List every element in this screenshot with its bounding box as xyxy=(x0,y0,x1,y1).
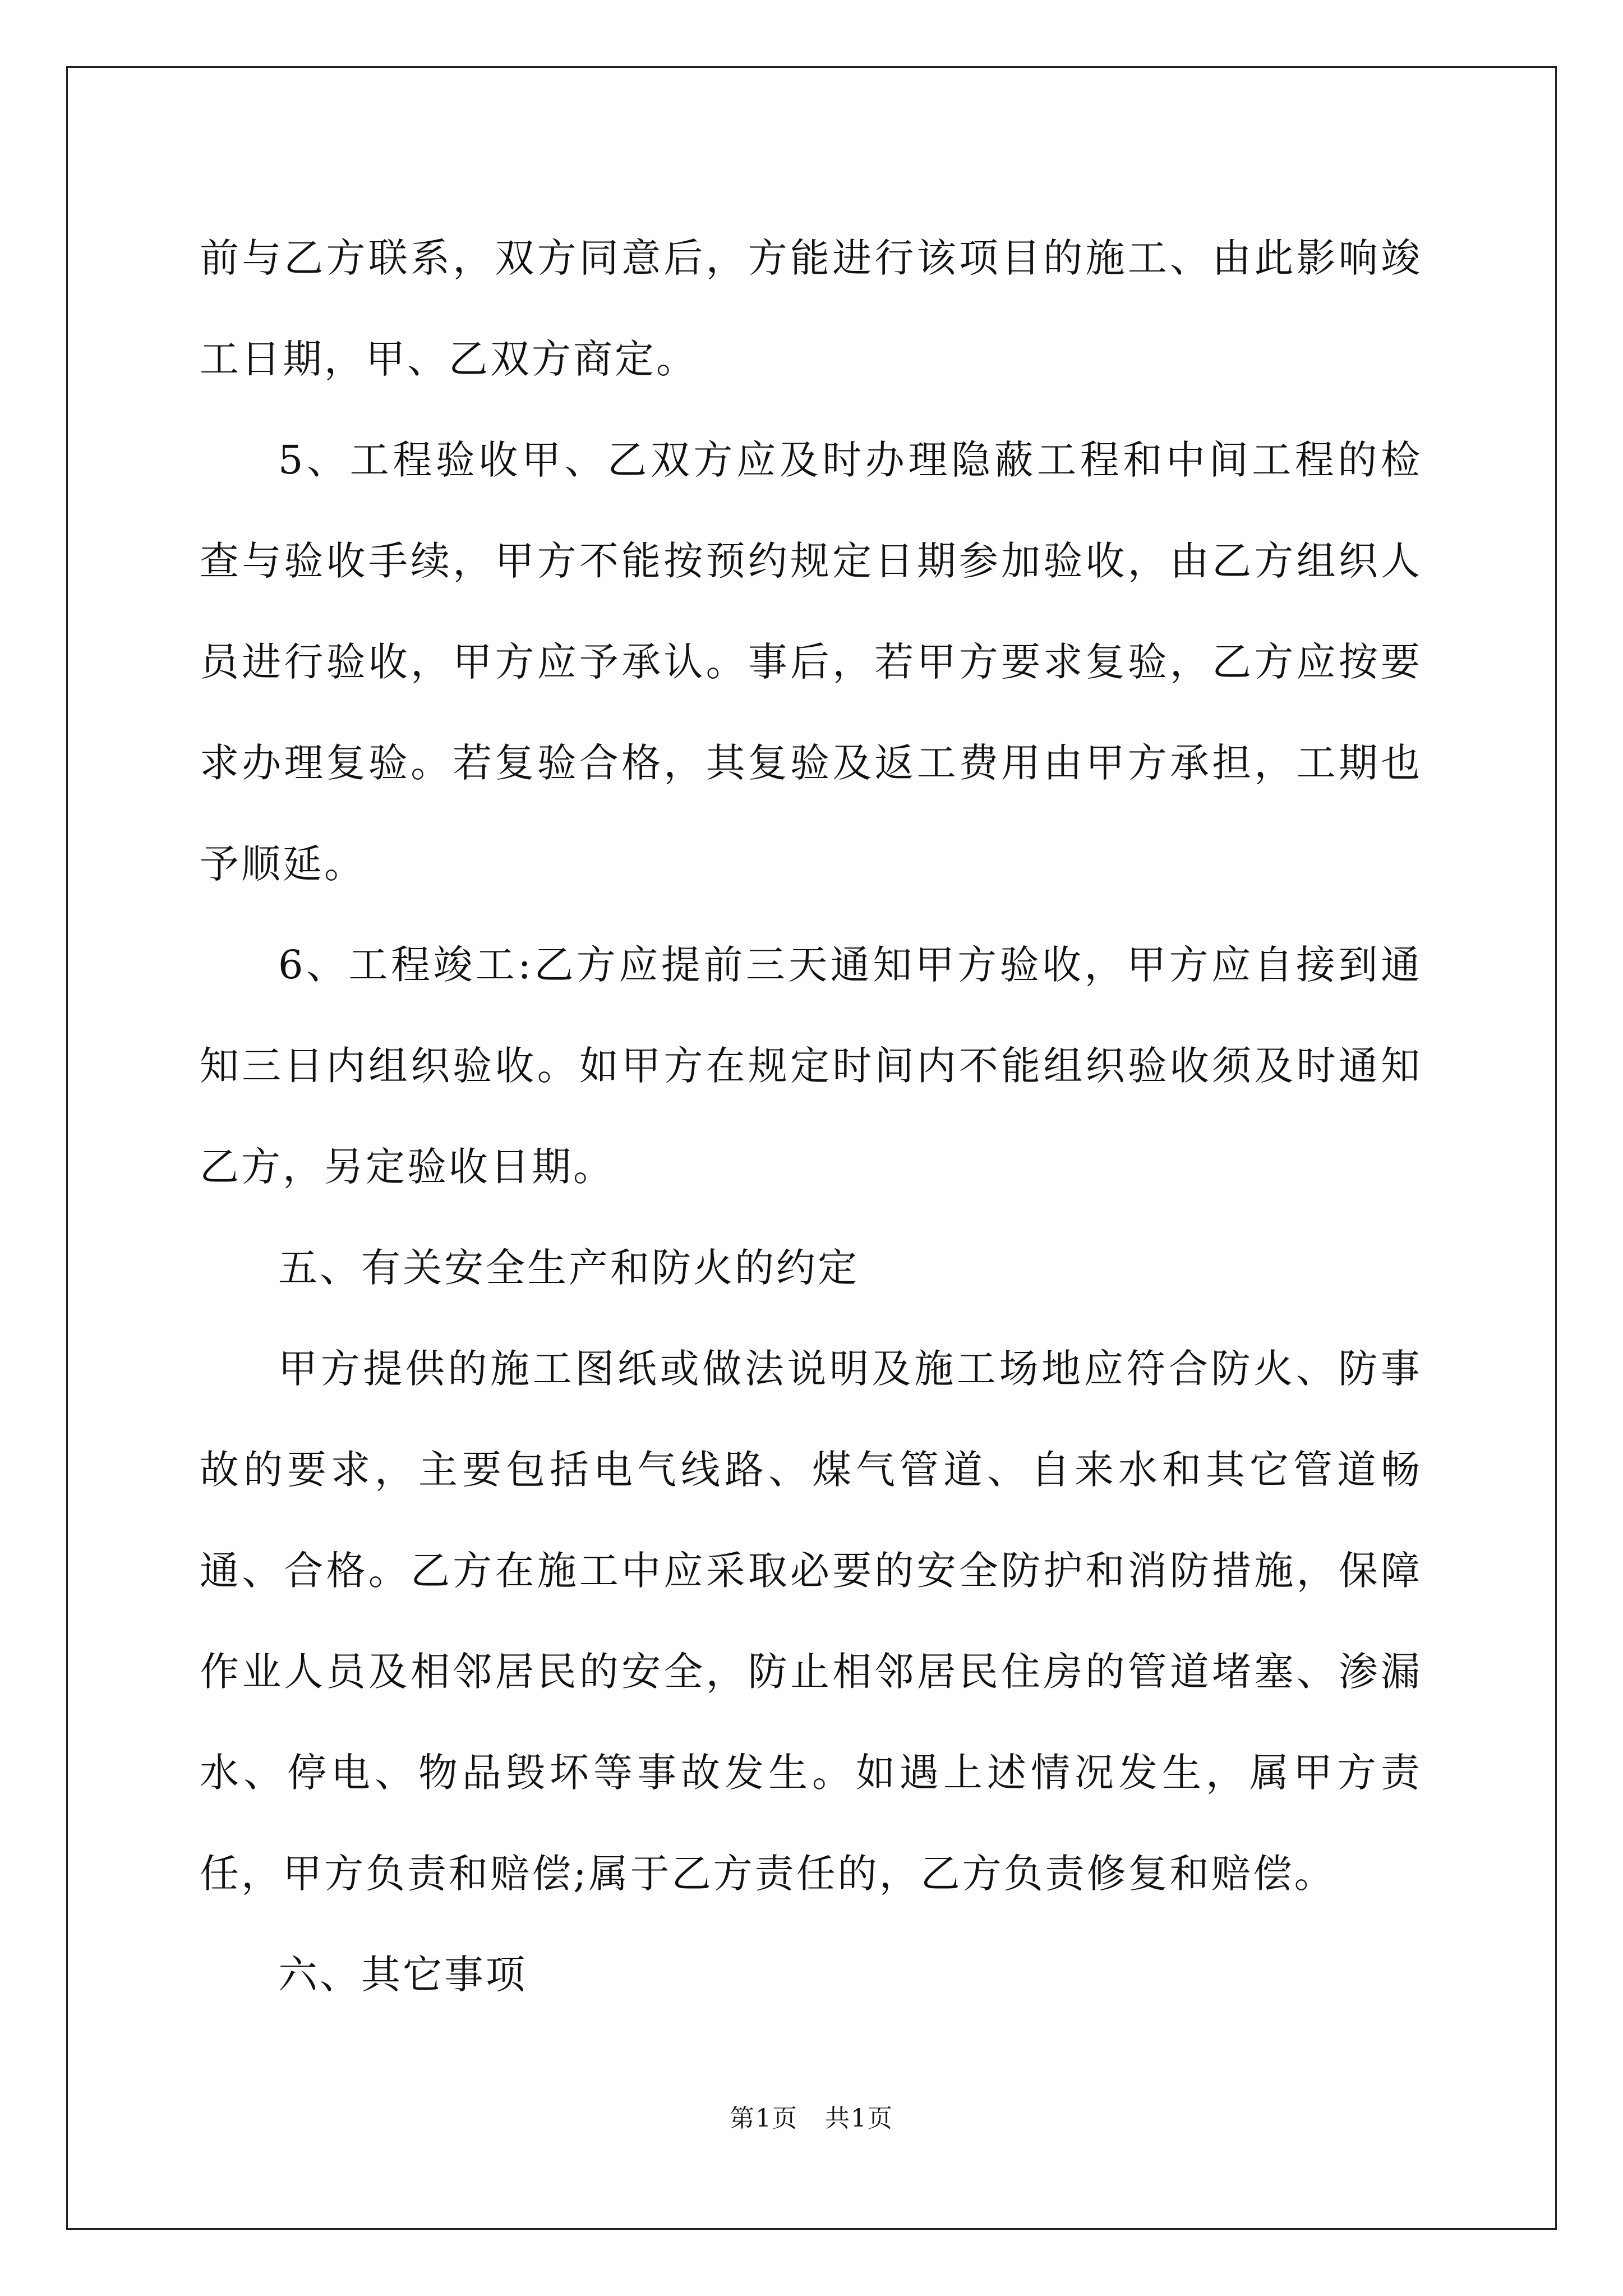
page-number-total: 共1页 xyxy=(825,2104,893,2133)
section-heading-safety: 五、有关安全生产和防火的约定 xyxy=(278,1245,859,1291)
paragraph-clause-6-completion: 6、工程竣工:乙方应提前三天通知甲方验收，甲方应自接到通知三日内组织验收。如甲方在规定时间内不能组织验收须及时通知乙方，另定验收日期。 xyxy=(200,942,1422,1190)
document-body xyxy=(200,208,1422,2025)
page-footer xyxy=(0,2098,1623,2134)
paragraph-safety-terms: 甲方提供的施工图纸或做法说明及施工场地应符合防火、防事故的要求，主要包括电气线路、煤气管道、自来水和其它管道畅通、合格。乙方在施工中应采取必要的安全防护和消防措施，保障作业人员及相邻居民的安全，防止相邻居民住房的管道堵塞、渗漏水、停电、物品毁坏等事故发生。如遇上述情况发生，属甲方责任，甲方负责和赔偿;属于乙方责任的，乙方负责修复和赔偿。 xyxy=(200,1346,1422,1897)
page-number-current: 第1页 xyxy=(730,2104,798,2133)
section-heading-other-matters: 六、其它事项 xyxy=(278,1952,527,1998)
paragraph-clause-5-acceptance: 5、工程验收甲、乙双方应及时办理隐蔽工程和中间工程的检查与验收手续，甲方不能按预约规定日期参加验收，由乙方组织人员进行验收，甲方应予承认。事后，若甲方要求复验，乙方应按要求办理复验。若复验合格，其复验及返工费用由甲方承担，工期也予顺延。 xyxy=(200,437,1422,887)
paragraph-continuation: 前与乙方联系，双方同意后，方能进行该项目的施工、由此影响竣工日期，甲、乙双方商定。 xyxy=(200,235,1422,382)
